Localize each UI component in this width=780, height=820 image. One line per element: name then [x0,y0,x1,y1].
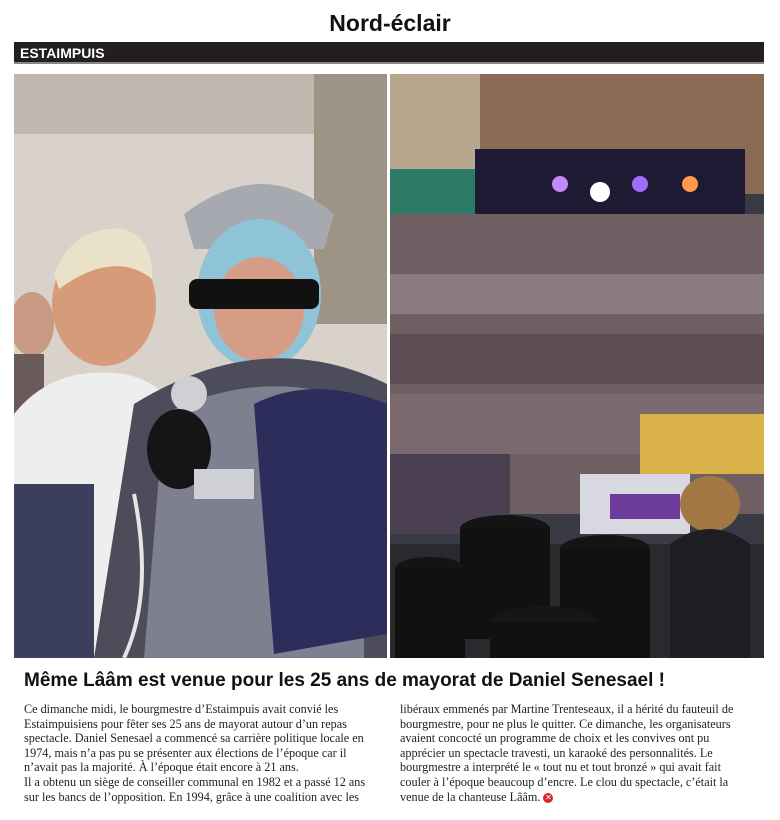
photo-banquet-hall [390,74,764,658]
article-paragraph: Ce dimanche midi, le bourgmestre d’Estaimpuis avait convié les Estaimpuisiens pour fêter ses 25 ans de mayorat autour d’un repas spectacle. Daniel Senesael a commencé sa carrière politique locale en 1974, mais n’a pas pu se présenter aux élections de l’époque car il n’avait pas la majorité. À l’époque était encore à 21 ans. [24,702,364,775]
article-body [24,702,754,812]
newspaper-masthead: Nord-éclair [329,10,451,36]
photo-mayor-and-singer [14,74,387,658]
article-headline: Même Lââm est venue pour les 25 ans de mayorat de Daniel Senesael ! [24,670,665,691]
article-paragraph: Il a obtenu un siège de conseiller communal en 1982 et a passé 12 ans sur les bancs de l’opposition. En 1994, grâce à une coalition avec les libéraux emmenés par Martine Trenteseaux, il a hérité du fauteuil de bourgmestre, pour ne plus le quitter. Ce dimanche, les organisateurs avaient concocté un programme de choix et les convives ont pu apprécier un spectacle travesti, un karaoké des personnalités. Le bourgmestre a interprété le « tout nu et tout bronzé » qui avait fait couler à l’époque beaucoup d’encre. Le clou du spectacle, c’était la venue de la chanteuse Lââm. ✕ [24,702,734,804]
end-mark-icon: ✕ [545,792,552,802]
section-header [14,42,764,64]
section-label: ESTAIMPUIS [20,45,105,61]
